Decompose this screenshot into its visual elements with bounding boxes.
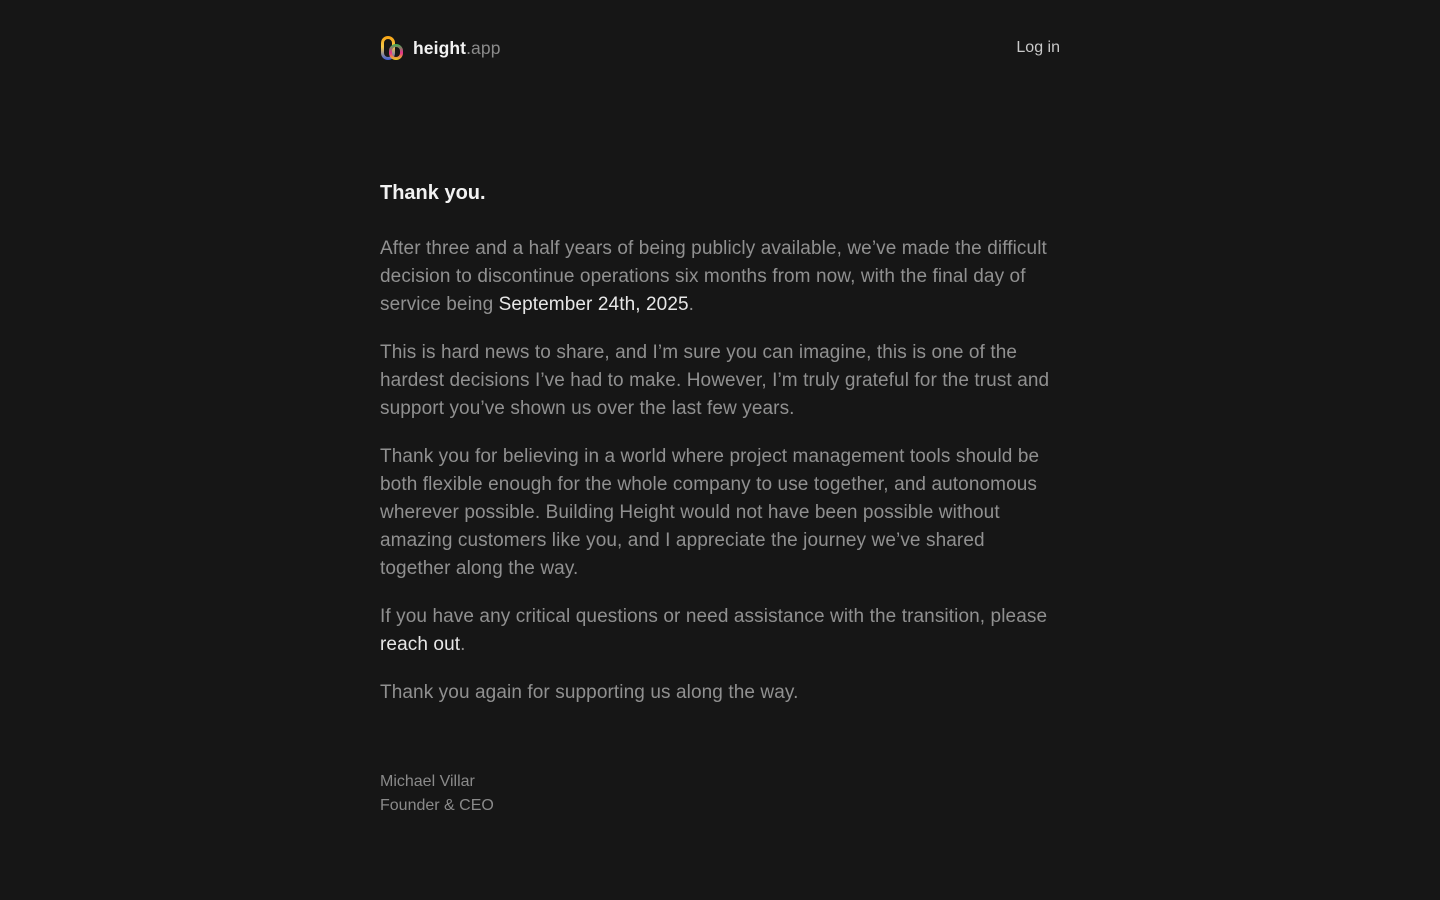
brand-name: height.app xyxy=(413,37,501,58)
header xyxy=(380,0,1060,62)
paragraph-discontinue-announcement xyxy=(380,235,1060,319)
login-link[interactable]: Log in xyxy=(1016,39,1060,56)
paragraph-text: If you have any critical questions or need assistance with the transition, please xyxy=(380,606,1048,627)
page-container xyxy=(380,0,1060,818)
paragraph-text: . xyxy=(460,634,466,655)
paragraph-text: . xyxy=(688,294,695,315)
paragraph-thank-you-believing: Thank you for believing in a world where project management tools should be both flexible enough for the whole company to use together, and autonomous wherever possible. Building Height would not have been possible without amazing customers like you, and I appreciate the journey we’ve shared together along the way. xyxy=(380,446,1040,579)
brand-suffix: .app xyxy=(466,37,501,58)
signature-role: Founder & CEO xyxy=(380,797,494,814)
reach-out-link[interactable]: reach out xyxy=(380,634,461,655)
main-content xyxy=(380,62,1060,818)
final-service-date: September 24th, 2025 xyxy=(498,294,689,315)
height-logo-icon xyxy=(380,35,404,61)
paragraph-hard-news: This is hard news to share, and I’m sure you can imagine, this is one of the hardest decisions I’ve had to make. However, I’m truly grateful for the trust and support you’ve shown us over the last few years. xyxy=(380,342,1050,419)
height-logo-link[interactable] xyxy=(380,35,501,61)
page-title: Thank you. xyxy=(380,182,486,204)
signature-block xyxy=(380,770,1060,818)
paragraph-text: After three and a half years of being publicly available, we’ve made the difficult decision to discontinue operations six months from now, with the final day of service being xyxy=(380,238,1047,315)
signature-name: Michael Villar xyxy=(380,773,475,790)
paragraph-thanks-again: Thank you again for supporting us along the way. xyxy=(380,682,799,703)
paragraph-transition-help xyxy=(380,603,1060,659)
